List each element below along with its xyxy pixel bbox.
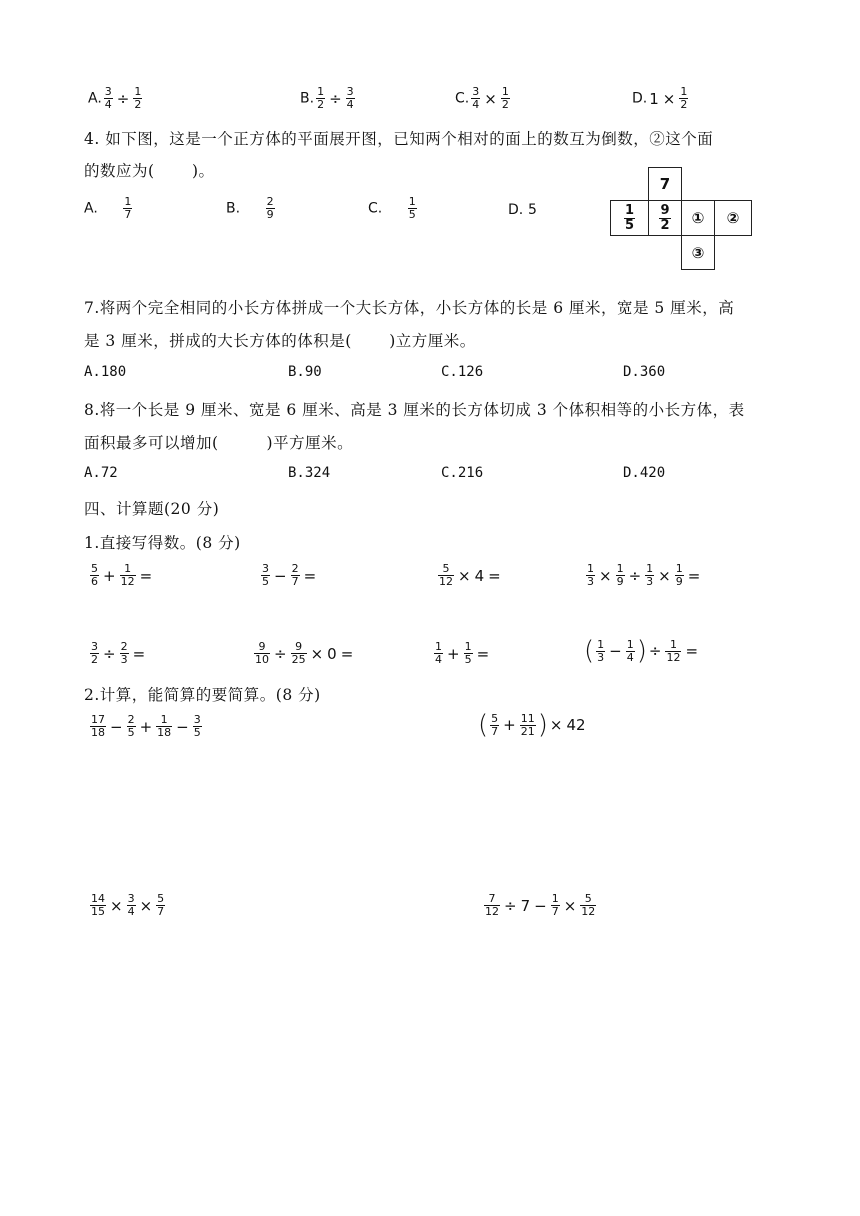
number: 4 xyxy=(474,566,485,585)
operator: × xyxy=(599,566,612,585)
operator: × xyxy=(139,896,153,915)
fraction: $\frac{1}{3}$ xyxy=(597,637,605,664)
q4-option-d xyxy=(508,200,537,218)
net-face-3: ③ xyxy=(681,235,715,270)
fraction: $\frac{1}{4}$ xyxy=(626,637,634,664)
fraction: $\frac{1}{12}$ xyxy=(666,637,681,664)
operator: ÷ xyxy=(329,89,342,108)
q4-option-a-label: A. xyxy=(84,200,98,217)
fraction: $\frac{1}{4}$ xyxy=(435,640,442,666)
q4-option-b xyxy=(226,196,277,221)
operator: − xyxy=(534,896,547,915)
fraction: $\frac{1}{9}$ xyxy=(616,562,624,588)
part2-title: 2.计算，能简算的要简算。(8 分) xyxy=(84,686,321,704)
q3-option-d xyxy=(632,86,690,111)
q7-option-d: D.360 xyxy=(623,364,666,380)
operator: − xyxy=(609,642,622,660)
q3-option-c xyxy=(455,86,512,111)
fraction: $\frac{3}{4}$ xyxy=(346,85,354,111)
direct-calc-item xyxy=(584,638,700,664)
simplify-calc-item xyxy=(482,893,598,918)
fraction: $\frac{1}{3}$ xyxy=(587,562,594,588)
direct-calc-item xyxy=(259,563,318,588)
operator: × xyxy=(110,896,123,915)
q4-option-c-fraction: $\frac{1}{5}$ xyxy=(408,195,416,221)
fraction: $\frac{3}{4}$ xyxy=(127,892,135,918)
fraction: $\frac{2}{7}$ xyxy=(291,562,299,588)
operator: + xyxy=(139,717,153,736)
parenthesis: ( xyxy=(478,710,489,740)
q8-option-b: B.324 xyxy=(288,465,331,481)
direct-calc-item xyxy=(432,641,491,666)
q7-option-b: B.90 xyxy=(288,364,322,380)
direct-calc-item xyxy=(436,563,503,588)
fraction: $\frac{14}{15}$ xyxy=(91,892,105,918)
operator: = xyxy=(303,566,317,585)
fraction: $\frac{11}{21}$ xyxy=(520,711,535,738)
part1-title: 1.直接写得数。(8 分) xyxy=(84,534,241,552)
operator: = xyxy=(488,566,501,585)
q3-option-a xyxy=(88,86,144,111)
number: 7 xyxy=(520,896,531,915)
operator: ÷ xyxy=(628,566,642,585)
operator: − xyxy=(110,717,123,736)
operator: ÷ xyxy=(103,644,116,663)
fraction: $\frac{1}{7}$ xyxy=(551,892,559,918)
q4-option-d-value: 5 xyxy=(528,202,537,218)
net-face-top: 7 xyxy=(648,167,682,201)
fraction: $\frac{9}{10}$ xyxy=(255,640,269,666)
operator: − xyxy=(274,566,287,585)
fraction: $\frac{2}{3}$ xyxy=(120,640,128,666)
q4-text-line2: 的数应为( )。 xyxy=(84,162,215,180)
fraction: $\frac{2}{5}$ xyxy=(127,713,135,739)
operator: + xyxy=(447,644,460,663)
operator: ÷ xyxy=(274,644,287,663)
operator: + xyxy=(103,566,116,585)
number: 0 xyxy=(327,644,337,663)
operator: ÷ xyxy=(504,896,517,915)
fraction: $\frac{1}{9}$ xyxy=(675,562,683,588)
fraction: $\frac{1}{12}$ xyxy=(120,562,135,588)
number: 42 xyxy=(566,716,586,734)
fraction: $\frac{1}{5}$ xyxy=(464,640,472,666)
q8-option-c: C.216 xyxy=(441,465,484,481)
fraction: $\frac{17}{18}$ xyxy=(91,713,105,739)
operator: + xyxy=(503,716,516,734)
operator: × xyxy=(310,644,324,663)
net-face-1: ① xyxy=(681,200,715,236)
fraction: $\frac{1}{2}$ xyxy=(317,85,325,111)
fraction: $\frac{3}{2}$ xyxy=(91,640,98,666)
operator: × xyxy=(458,566,471,585)
net-face-center: $\frac{9}{2}$ xyxy=(648,200,682,236)
fraction: $\frac{1}{18}$ xyxy=(157,713,172,739)
fraction: $\frac{7}{12}$ xyxy=(485,892,499,918)
net-face-left: $\frac{1}{5}$ xyxy=(610,200,649,236)
option-label: B. xyxy=(300,90,315,107)
q7-text-line1: 7.将两个完全相同的小长方体拼成一个大长方体，小长方体的长是 6 厘米，宽是 5 厘米，高 xyxy=(84,299,735,317)
simplify-calc-item xyxy=(478,712,588,738)
q8-option-d: D.420 xyxy=(623,465,666,481)
q7-text-line2: 是 3 厘米，拼成的大长方体的体积是( )立方厘米。 xyxy=(84,332,476,350)
fraction: $\frac{3}{5}$ xyxy=(193,713,201,739)
q7-option-a: A.180 xyxy=(84,364,127,380)
fraction: $\frac{1}{2}$ xyxy=(501,85,509,111)
operator: ÷ xyxy=(648,642,662,660)
parenthesis: ) xyxy=(537,710,548,740)
q4-option-a-fraction: $\frac{1}{7}$ xyxy=(124,195,132,221)
q7-option-c: C.126 xyxy=(441,364,484,380)
parenthesis: ) xyxy=(636,636,647,666)
q4-option-b-fraction: $\frac{2}{9}$ xyxy=(266,195,274,221)
section-title: 四、计算题(20 分) xyxy=(84,500,220,518)
option-label: A. xyxy=(88,90,102,107)
option-label: D. xyxy=(632,90,648,107)
net-face-2: ② xyxy=(714,200,752,236)
parenthesis: ( xyxy=(584,636,595,666)
operator: ÷ xyxy=(116,89,130,108)
simplify-calc-item xyxy=(88,714,204,739)
direct-calc-item xyxy=(88,563,154,588)
fraction: $\frac{1}{3}$ xyxy=(646,562,654,588)
operator: = xyxy=(139,566,153,585)
operator: × xyxy=(549,716,563,734)
q8-text-line2: 面积最多可以增加( )平方厘米。 xyxy=(84,434,354,452)
fraction: $\frac{5}{6}$ xyxy=(91,562,98,588)
q4-option-d-label: D. xyxy=(508,202,524,218)
q4-option-a xyxy=(84,196,134,221)
direct-calc-item xyxy=(88,641,147,666)
operator: = xyxy=(685,642,699,660)
fraction: $\frac{1}{2}$ xyxy=(134,85,142,111)
operator: = xyxy=(687,566,701,585)
fraction: $\frac{5}{12}$ xyxy=(439,562,453,588)
simplify-calc-item xyxy=(88,893,167,918)
option-label: C. xyxy=(455,90,470,107)
q8-option-a: A.72 xyxy=(84,465,118,481)
fraction: $\frac{3}{5}$ xyxy=(262,562,269,588)
q4-option-b-label: B. xyxy=(226,200,241,217)
fraction: $\frac{5}{12}$ xyxy=(581,892,596,918)
q4-text-line1: 4. 如下图，这是一个正方体的平面展开图，已知两个相对的面上的数互为倒数，②这个面 xyxy=(84,130,714,148)
direct-calc-item xyxy=(584,563,702,588)
q4-option-c xyxy=(368,196,419,221)
operator: = xyxy=(476,644,490,663)
operator: × xyxy=(658,566,671,585)
operator: − xyxy=(176,717,189,736)
fraction: $\frac{3}{4}$ xyxy=(104,85,112,111)
operator: × xyxy=(563,896,577,915)
fraction: $\frac{5}{7}$ xyxy=(491,711,499,738)
operator: × xyxy=(484,89,497,108)
q3-option-b xyxy=(300,86,357,111)
operator: × xyxy=(662,89,676,108)
q8-text-line1: 8.将一个长是 9 厘米、宽是 6 厘米、高是 3 厘米的长方体切成 3 个体积相等的小长方体，表 xyxy=(84,401,745,419)
fraction: $\frac{5}{7}$ xyxy=(157,892,165,918)
direct-calc-item xyxy=(252,641,355,666)
operator: = xyxy=(340,644,354,663)
q4-option-c-label: C. xyxy=(368,200,383,217)
number: 1 xyxy=(649,89,659,108)
fraction: $\frac{9}{25}$ xyxy=(291,640,306,666)
operator: = xyxy=(132,644,146,663)
fraction: $\frac{3}{4}$ xyxy=(472,85,480,111)
fraction: $\frac{1}{2}$ xyxy=(680,85,688,111)
